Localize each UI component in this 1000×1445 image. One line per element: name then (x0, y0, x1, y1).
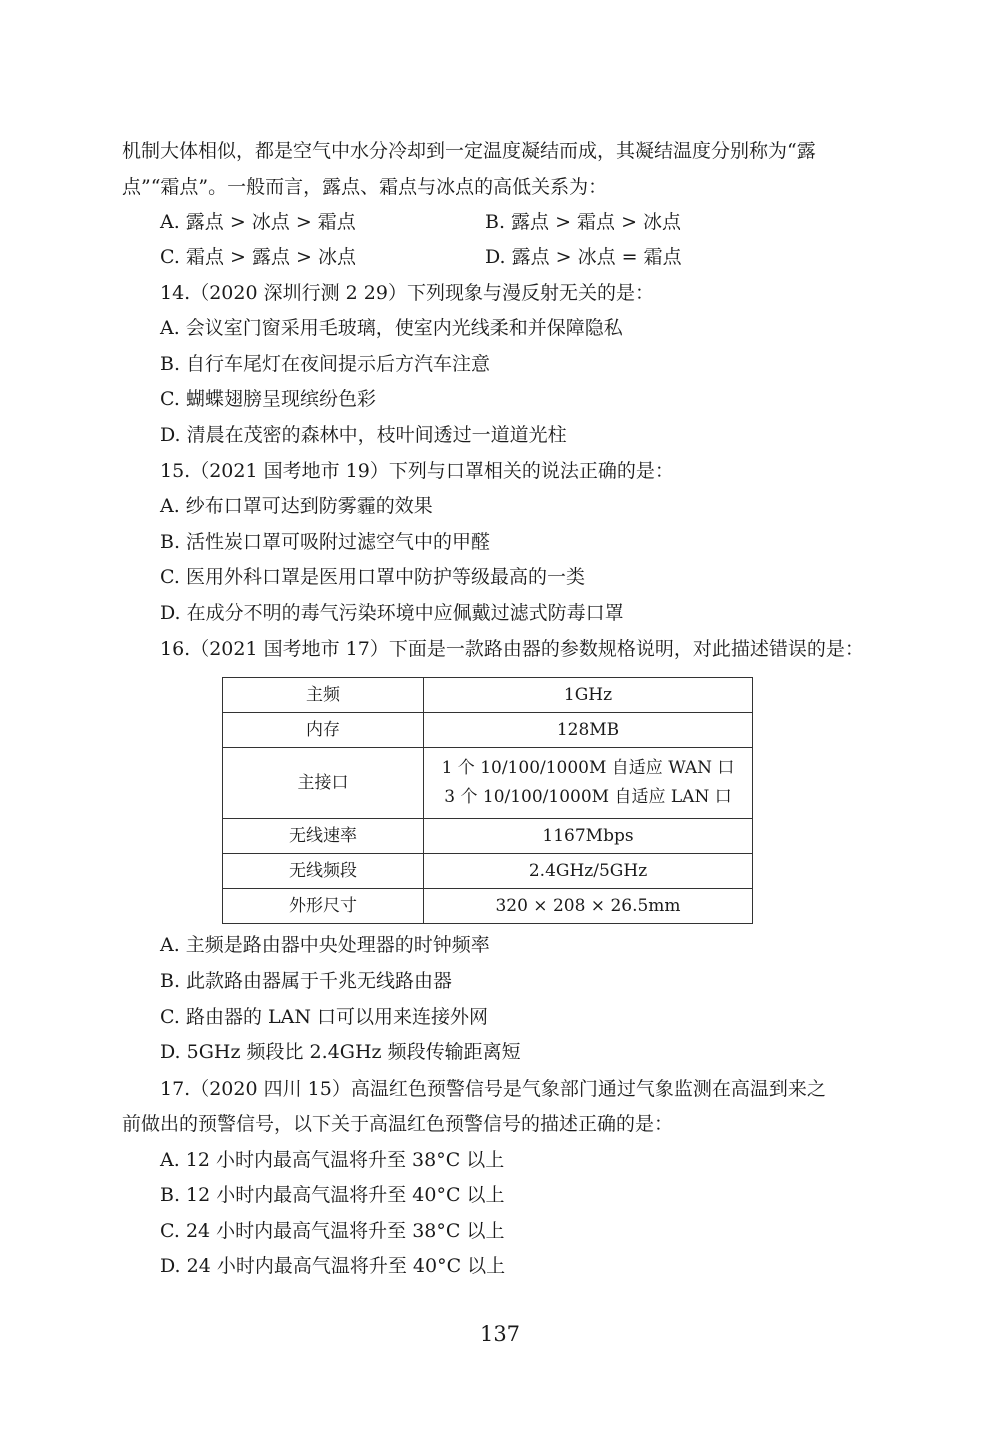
page-number: 137 (479, 1322, 521, 1346)
spec-key: 内存 (223, 713, 424, 748)
q17-option-d: D. 24 小时内最高气温将升至 40°C 以上 (160, 1255, 506, 1277)
q16-option-a: A. 主频是路由器中央处理器的时钟频率 (160, 934, 490, 956)
spec-value: 128MB (424, 713, 753, 748)
table-row (223, 748, 753, 819)
q17-option-a: A. 12 小时内最高气温将升至 38°C 以上 (160, 1149, 505, 1171)
spec-key: 外形尺寸 (223, 889, 424, 924)
q15-stem: 15.（2021 国考地市 19）下列与口罩相关的说法正确的是： (160, 460, 674, 482)
intro-line-1: 机制大体相似，都是空气中水分冷却到一定温度凝结而成，其凝结温度分别称为“露 (122, 140, 816, 162)
spec-value-line: 1 个 10/100/1000M 自适应 WAN 口 (441, 758, 735, 778)
q14-option-a: A. 会议室门窗采用毛玻璃，使室内光线柔和并保障隐私 (160, 317, 623, 339)
q13-option-b: B. 露点 > 霜点 > 冰点 (485, 211, 682, 233)
table-row (223, 678, 753, 713)
q13-option-a: A. 露点 > 冰点 > 霜点 (160, 211, 356, 233)
q16-option-b: B. 此款路由器属于千兆无线路由器 (160, 970, 453, 992)
intro-line-2: 点”“霜点”。一般而言，露点、霜点与冰点的高低关系为： (122, 176, 608, 198)
spec-value: 1167Mbps (424, 819, 753, 854)
q14-option-d: D. 清晨在茂密的森林中，枝叶间透过一道道光柱 (160, 424, 567, 446)
spec-value: 2.4GHz/5GHz (424, 854, 753, 889)
spec-value-line: 3 个 10/100/1000M 自适应 LAN 口 (444, 787, 732, 807)
q14-stem: 14.（2020 深圳行测 2 29）下列现象与漫反射无关的是： (160, 282, 654, 304)
router-spec-table (222, 677, 753, 924)
q15-option-d: D. 在成分不明的毒气污染环境中应佩戴过滤式防毒口罩 (160, 602, 624, 624)
q13-option-c: C. 霜点 > 露点 > 冰点 (160, 246, 356, 268)
q13-option-d: D. 露点 > 冰点 = 霜点 (485, 246, 682, 268)
spec-key: 无线频段 (223, 854, 424, 889)
q15-option-b: B. 活性炭口罩可吸附过滤空气中的甲醛 (160, 531, 491, 553)
table-row (223, 854, 753, 889)
spec-key: 无线速率 (223, 819, 424, 854)
q14-option-c: C. 蝴蝶翅膀呈现缤纷色彩 (160, 388, 376, 410)
spec-key: 主接口 (223, 748, 424, 819)
q15-option-c: C. 医用外科口罩是医用口罩中防护等级最高的一类 (160, 566, 585, 588)
q17-option-c: C. 24 小时内最高气温将升至 38°C 以上 (160, 1220, 505, 1242)
q14-option-b: B. 自行车尾灯在夜间提示后方汽车注意 (160, 353, 491, 375)
q17-stem-line-1: 17.（2020 四川 15）高温红色预警信号是气象部门通过气象监测在高温到来之 (160, 1078, 826, 1100)
q17-stem-line-2: 前做出的预警信号，以下关于高温红色预警信号的描述正确的是： (122, 1113, 674, 1135)
q16-stem: 16.（2021 国考地市 17）下面是一款路由器的参数规格说明，对此描述错误的是： (160, 638, 864, 660)
spec-value: 1GHz (424, 678, 753, 713)
q16-option-d: D. 5GHz 频段比 2.4GHz 频段传输距离短 (160, 1041, 521, 1063)
q17-option-b: B. 12 小时内最高气温将升至 40°C 以上 (160, 1184, 505, 1206)
spec-key: 主频 (223, 678, 424, 713)
table-row (223, 819, 753, 854)
q15-option-a: A. 纱布口罩可达到防雾霾的效果 (160, 495, 433, 517)
table-row (223, 713, 753, 748)
spec-value: 320 × 208 × 26.5mm (424, 889, 753, 924)
q16-option-c: C. 路由器的 LAN 口可以用来连接外网 (160, 1006, 488, 1028)
table-row (223, 889, 753, 924)
spec-value-multi (424, 748, 753, 819)
